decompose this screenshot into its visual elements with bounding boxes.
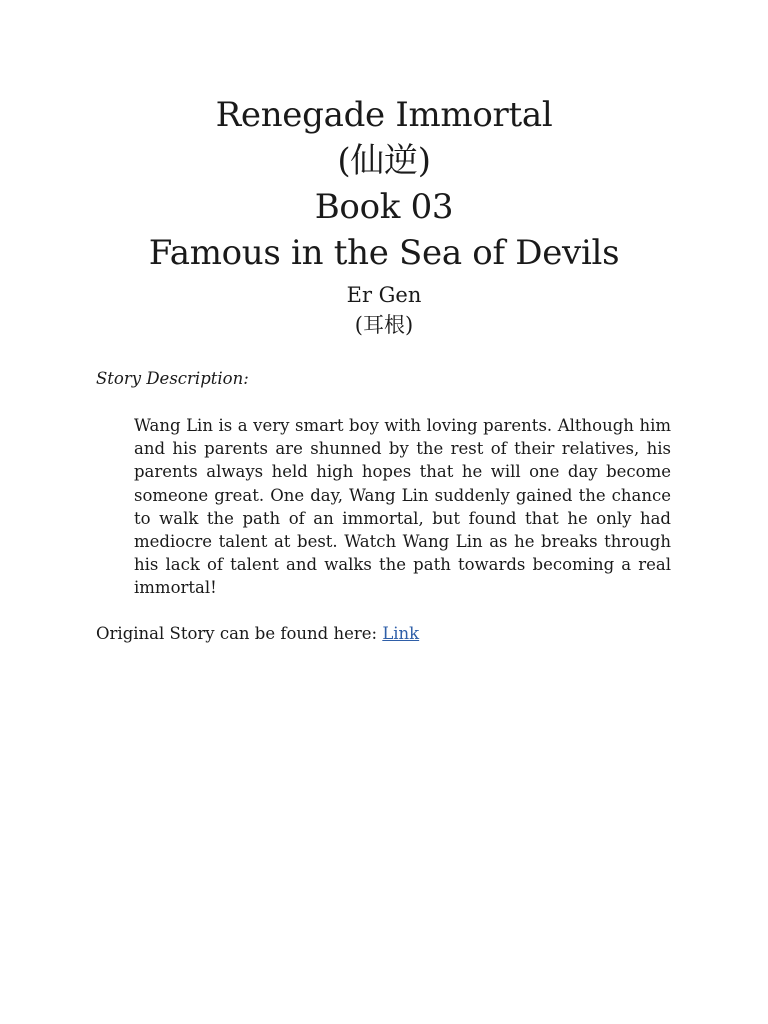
source-prefix: Original Story can be found here: bbox=[96, 624, 383, 643]
description-label: Story Description: bbox=[96, 369, 249, 388]
title-block bbox=[0, 92, 768, 276]
book-title: Famous in the Sea of Devils bbox=[148, 233, 620, 273]
source-line bbox=[96, 622, 419, 646]
source-link[interactable]: Link bbox=[382, 624, 420, 643]
author-name: Er Gen bbox=[346, 283, 422, 307]
author-block bbox=[0, 280, 768, 340]
series-title-native: (仙逆) bbox=[337, 141, 431, 181]
author-name-native: (耳根) bbox=[354, 313, 414, 337]
series-title: Renegade Immortal bbox=[215, 95, 553, 135]
description-body: Wang Lin is a very smart boy with loving parents. Although him and his parents are shunned by the rest of their relatives, his parents always held high hopes that he will one day become someone great. One day, Wang Lin suddenly gained the chance to walk the path of an immortal, but found that he only had mediocre talent at best. Watch Wang Lin as he breaks through his lack of talent and walks the path towards becoming a real immortal! bbox=[134, 416, 671, 598]
book-number: Book 03 bbox=[314, 187, 454, 227]
